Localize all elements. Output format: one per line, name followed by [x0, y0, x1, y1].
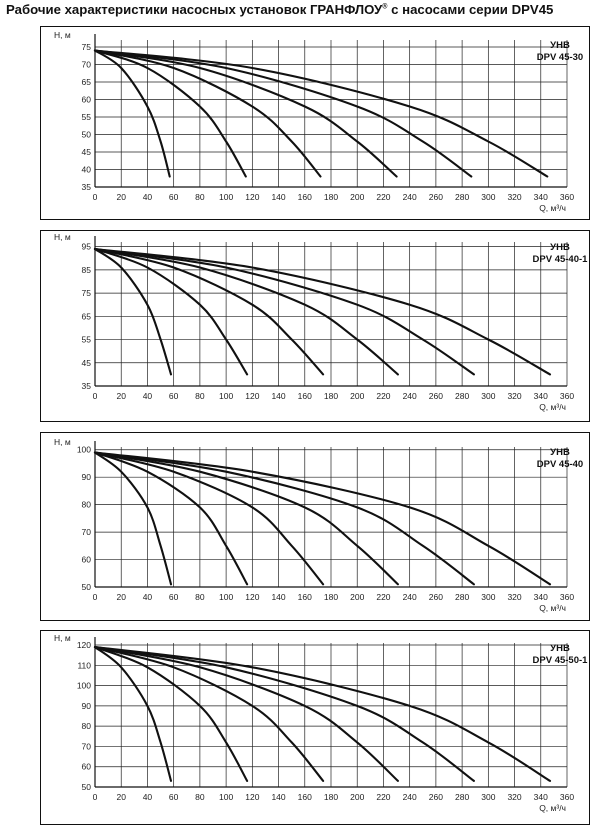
- y-tick-label: 60: [81, 554, 91, 565]
- x-tick-label: 280: [455, 391, 470, 401]
- x-tick-label: 80: [195, 592, 205, 602]
- y-tick-label: 35: [81, 381, 91, 391]
- x-tick-label: 340: [533, 192, 548, 202]
- x-tick-label: 60: [168, 391, 179, 401]
- x-tick-label: 360: [559, 391, 575, 401]
- x-tick-label: 40: [142, 792, 153, 802]
- x-tick-label: 220: [376, 391, 391, 401]
- x-tick-label: 0: [92, 592, 98, 602]
- x-tick-label: 160: [297, 792, 312, 802]
- y-tick-label: 75: [81, 42, 91, 52]
- x-tick-label: 240: [402, 192, 417, 202]
- x-tick-label: 160: [297, 592, 312, 602]
- x-tick-label: 180: [323, 592, 339, 602]
- x-tick-label: 160: [297, 192, 312, 202]
- pump-curve-3: [95, 249, 323, 374]
- x-tick-label: 140: [271, 192, 286, 202]
- y-tick-label: 80: [81, 499, 91, 510]
- y-tick-label: 45: [81, 357, 91, 368]
- y-tick-label: 65: [81, 77, 91, 87]
- x-tick-label: 220: [376, 192, 391, 202]
- y-tick-label: 60: [81, 94, 91, 105]
- x-tick-label: 200: [350, 792, 365, 802]
- x-tick-label: 340: [533, 391, 548, 401]
- x-tick-label: 20: [116, 192, 126, 202]
- y-tick-label: 120: [76, 640, 91, 651]
- model-label-line1: УНВ: [550, 447, 570, 458]
- x-axis-label: Q, м³/ч: [539, 603, 566, 613]
- pump-curve-6: [95, 249, 550, 374]
- registered-mark: ®: [382, 3, 388, 11]
- x-tick-label: 0: [92, 192, 98, 202]
- x-tick-label: 120: [245, 592, 260, 602]
- y-tick-label: 90: [81, 700, 91, 711]
- chart-2: [54, 232, 588, 412]
- x-tick-label: 360: [559, 592, 575, 602]
- page-title-tail: с насосами серии DPV45: [387, 2, 554, 17]
- y-axis-label: H, м: [54, 437, 71, 447]
- model-label-line2: DPV 45-50-1: [532, 655, 588, 666]
- y-tick-label: 60: [81, 761, 91, 772]
- x-tick-label: 120: [245, 792, 260, 802]
- x-tick-label: 100: [219, 592, 234, 602]
- pump-curve-4: [95, 249, 398, 374]
- x-tick-label: 200: [350, 592, 365, 602]
- y-tick-label: 70: [81, 741, 91, 752]
- x-tick-label: 60: [168, 592, 179, 602]
- x-tick-label: 260: [428, 592, 443, 602]
- x-tick-label: 260: [428, 792, 443, 802]
- x-tick-label: 180: [323, 391, 339, 401]
- x-tick-label: 200: [350, 192, 365, 202]
- model-label-line1: УНВ: [550, 242, 570, 253]
- x-tick-label: 340: [533, 792, 548, 802]
- x-tick-label: 20: [116, 391, 126, 401]
- y-tick-label: 75: [81, 288, 91, 299]
- pump-curve-2: [95, 51, 246, 177]
- x-tick-label: 160: [297, 391, 312, 401]
- x-tick-label: 0: [92, 792, 98, 802]
- x-tick-label: 40: [142, 391, 153, 401]
- x-tick-label: 80: [195, 792, 205, 802]
- pump-curve-1: [95, 453, 171, 585]
- y-axis-label: H, м: [54, 30, 71, 40]
- x-tick-label: 360: [559, 792, 575, 802]
- x-tick-label: 300: [481, 192, 496, 202]
- y-tick-label: 95: [81, 241, 91, 252]
- model-label-line1: УНВ: [550, 643, 570, 654]
- y-tick-label: 45: [81, 147, 91, 157]
- x-tick-label: 80: [195, 192, 205, 202]
- y-tick-label: 90: [81, 472, 91, 483]
- y-tick-label: 50: [81, 582, 91, 592]
- x-tick-label: 100: [219, 792, 234, 802]
- chart-1: [54, 30, 583, 213]
- x-tick-label: 320: [507, 792, 522, 802]
- pump-curve-4: [95, 51, 397, 177]
- x-axis-label: Q, м³/ч: [539, 803, 566, 813]
- chart-3: [54, 437, 583, 613]
- y-tick-label: 70: [81, 59, 91, 70]
- page-title-main: Рабочие характеристики насосных установок ГРАНФЛОУ: [6, 2, 383, 17]
- x-tick-label: 360: [559, 192, 575, 202]
- chart-4: [54, 633, 588, 813]
- y-tick-label: 70: [81, 527, 91, 538]
- x-tick-label: 340: [533, 592, 548, 602]
- x-tick-label: 140: [271, 792, 286, 802]
- y-tick-label: 80: [81, 721, 91, 732]
- x-axis-label: Q, м³/ч: [539, 402, 566, 412]
- x-tick-label: 300: [481, 792, 496, 802]
- x-tick-label: 280: [455, 792, 470, 802]
- x-tick-label: 100: [219, 192, 234, 202]
- x-tick-label: 240: [402, 592, 417, 602]
- y-tick-label: 100: [76, 680, 91, 691]
- y-tick-label: 110: [77, 660, 91, 671]
- x-tick-label: 240: [402, 391, 417, 401]
- pump-curve-1: [95, 51, 170, 177]
- y-tick-label: 35: [81, 182, 91, 192]
- x-tick-label: 20: [116, 592, 126, 602]
- x-tick-label: 120: [245, 391, 260, 401]
- y-tick-label: 65: [81, 311, 91, 322]
- x-tick-label: 300: [481, 391, 496, 401]
- x-tick-label: 60: [168, 792, 179, 802]
- x-tick-label: 260: [428, 391, 443, 401]
- y-tick-label: 55: [81, 112, 91, 122]
- pump-curve-1: [95, 249, 171, 374]
- y-axis-label: H, м: [54, 633, 71, 643]
- pump-curve-1: [95, 647, 171, 781]
- x-tick-label: 320: [507, 592, 522, 602]
- x-tick-label: 220: [376, 792, 391, 802]
- pump-curve-4: [95, 453, 398, 585]
- pump-curve-6: [95, 51, 547, 177]
- y-axis-label: H, м: [54, 232, 71, 242]
- y-tick-label: 40: [81, 164, 91, 175]
- y-tick-label: 50: [81, 129, 91, 140]
- x-tick-label: 180: [323, 192, 339, 202]
- x-tick-label: 220: [376, 592, 391, 602]
- x-tick-label: 200: [350, 391, 365, 401]
- x-tick-label: 140: [271, 391, 286, 401]
- x-tick-label: 180: [323, 792, 339, 802]
- x-tick-label: 280: [455, 192, 470, 202]
- x-tick-label: 320: [507, 391, 522, 401]
- x-tick-label: 40: [142, 592, 153, 602]
- y-tick-label: 100: [76, 444, 91, 455]
- y-tick-label: 55: [81, 334, 91, 345]
- x-tick-label: 60: [168, 192, 179, 202]
- x-tick-label: 120: [245, 192, 260, 202]
- x-tick-label: 280: [455, 592, 470, 602]
- y-tick-label: 50: [81, 782, 91, 792]
- model-label-line1: УНВ: [550, 40, 570, 51]
- x-tick-label: 100: [219, 391, 234, 401]
- x-tick-label: 320: [507, 192, 522, 202]
- x-tick-label: 40: [142, 192, 153, 202]
- pump-curve-6: [95, 647, 550, 781]
- x-tick-label: 240: [402, 792, 417, 802]
- x-tick-label: 80: [195, 391, 205, 401]
- pump-curve-3: [95, 647, 323, 781]
- x-axis-label: Q, м³/ч: [539, 203, 566, 213]
- x-tick-label: 260: [428, 192, 443, 202]
- x-tick-label: 0: [92, 391, 98, 401]
- y-tick-label: 85: [81, 264, 91, 275]
- model-label-line2: DPV 45-30: [536, 52, 584, 63]
- x-tick-label: 140: [271, 592, 286, 602]
- model-label-line2: DPV 45-40: [536, 459, 584, 470]
- x-tick-label: 20: [116, 792, 126, 802]
- x-tick-label: 300: [481, 592, 496, 602]
- model-label-line2: DPV 45-40-1: [532, 254, 588, 265]
